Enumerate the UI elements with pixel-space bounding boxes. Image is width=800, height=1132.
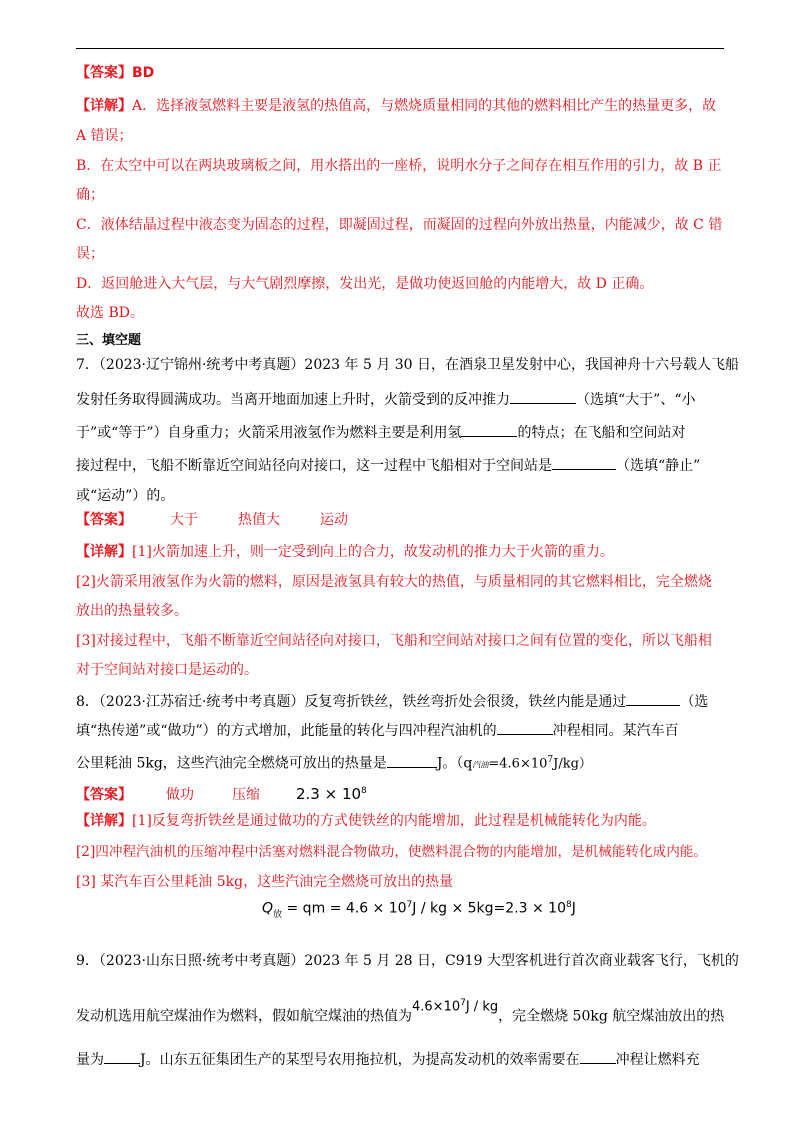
q8-detail-3: [3] 某汽车百公里耗油 5kg，这些汽油完全燃烧可放出的热量 (76, 874, 454, 890)
q8-line3 (76, 751, 592, 775)
q9-line3-tail: 冲程让燃料充 (615, 1052, 700, 1068)
q8-detail-1 (76, 812, 656, 830)
formula-exp-2: 8 (566, 900, 572, 910)
q8-line2 (76, 720, 679, 740)
q8-line2-tail: 冲程相同。某汽车百 (552, 723, 679, 739)
q8-line3-unit: J。（q (436, 755, 473, 772)
detail-text: [1]火箭加速上升，则一定受到向上的合力，故发动机的推力大于火箭的重力。 (132, 544, 614, 560)
detail-label: 【详解】 (76, 98, 132, 114)
q8-answer-2: 压缩 (232, 787, 260, 803)
q7-line3 (76, 422, 685, 442)
q8-line1-tail: （选 (680, 694, 709, 710)
answer-label: 【答案】 (76, 787, 132, 803)
q9-line2-tail: ，完全燃烧 50kg 航空煤油放出的热 (498, 1008, 725, 1025)
section-title: 三、填空题 (76, 333, 142, 348)
q7-line2-tail: （选填“大于”、“小 (576, 392, 696, 408)
q7-answer-2: 热值大 (238, 512, 280, 528)
q8-answer-line (76, 782, 367, 804)
q9-heat-value (412, 994, 498, 1016)
formula-mid: = qm = 4.6 × 10 (282, 900, 407, 917)
formula-exp-1: 7 (406, 900, 413, 910)
q8-q-subscript: 汽油 (472, 760, 489, 770)
q8-answer-3-base: 2.3 × 10 (296, 785, 362, 803)
answer-value: BD (132, 65, 155, 81)
q7-blank-2[interactable] (461, 422, 517, 437)
q7-line4-text: 接过程中，飞船不断靠近空间站径向对接口，这一过程中飞船相对于空间站是 (76, 458, 552, 474)
q8-heat-value: =4.6×10 (488, 756, 548, 772)
detail-label: 【详解】 (76, 544, 132, 560)
q8-heat-unit: J/kg） (553, 756, 592, 772)
q9-heat-exp: 7 (460, 998, 466, 1008)
q8-detail-2: [2]四冲程汽油机的压缩冲程中活塞对燃料混合物做功，使燃料混合物的内能增加，是机械能转化成内能。 (76, 844, 707, 860)
q7-detail-3-line2: 对于空间站对接口是运动的。 (76, 662, 258, 678)
prev-detail-d-line1: D．返回舱进入大气层，与大气剧烈摩擦，发出光，是做功使返回舱的内能增大，故 D 正确。 (76, 276, 654, 292)
q8-answer-1: 做功 (166, 787, 194, 803)
prev-detail-a-line1 (76, 97, 716, 115)
q7-line3-tail: 的特点；在飞船和空间站对 (517, 425, 686, 441)
q7-answer-1: 大于 (170, 512, 198, 528)
q9-line2 (76, 998, 725, 1026)
q9-line3 (76, 1049, 700, 1069)
prev-conclusion: 故选 BD。 (76, 305, 144, 321)
q7-line2 (76, 389, 695, 409)
answer-label: 【答案】 (76, 512, 132, 528)
q9-line3-mid: J。山东五征集团生产的某型号农用拖拉机，为提高发动机的效率需要在 (140, 1052, 580, 1068)
q8-blank-2[interactable] (497, 720, 553, 735)
q7-line4-tail: （选填“静止” (616, 458, 701, 474)
q8-blank-1[interactable] (626, 691, 680, 706)
q9-line1: 9．（2023·山东日照·统考中考真题）2023 年 5 月 28 日，C919 大型客机进行首次商业载客飞行，飞机的 (76, 953, 739, 969)
q7-answer-3: 运动 (320, 512, 348, 528)
q8-line1-text: 8．（2023·江苏宿迁·统考中考真题）反复弯折铁丝，铁丝弯折处会很烫，铁丝内能是通过 (76, 694, 627, 710)
q9-line2-text: 发动机选用航空煤油作为燃料，假如航空煤油的热值为 (76, 1008, 412, 1025)
header-rule (76, 48, 724, 49)
q7-blank-1[interactable] (510, 389, 576, 404)
formula-q: Q (262, 900, 274, 917)
formula-end: J (571, 900, 576, 917)
detail-label: 【详解】 (76, 813, 132, 829)
q8-answer-3-exp: 8 (361, 786, 367, 796)
q8-formula (262, 900, 576, 920)
q7-answer-line (76, 511, 388, 529)
q8-heat-exp: 7 (547, 755, 554, 765)
detail-text: A．选择液氢燃料主要是液氢的热值高，与燃烧质量相同的其他的燃料相比产生的热量更多，故 (132, 98, 717, 114)
q9-line3-text: 量为 (76, 1052, 104, 1068)
prev-detail-b-line1: B．在太空中可以在两块玻璃板之间，用水搭出的一座桥，说明水分子之间存在相互作用的引力，故 B 正 (76, 158, 722, 174)
q7-detail-1 (76, 543, 614, 561)
q7-line1: 7．（2023·辽宁锦州·统考中考真题）2023 年 5 月 30 日，在酒泉卫星发射中心，我国神舟十六号载人飞船 (76, 357, 740, 373)
prev-detail-c-line1: C．液体结晶过程中液态变为固态的过程，即凝固过程，而凝固的过程向外放出热量，内能减少，故 C 错 (76, 217, 723, 233)
q7-line4 (76, 455, 700, 475)
detail-text: [1]反复弯折铁丝是通过做功的方式使铁丝的内能增加，此过程是机械能转化为内能。 (132, 813, 656, 829)
q9-heat-base: 4.6×10 (412, 999, 461, 1015)
q7-detail-2-line1: [2]火箭采用液氢作为火箭的燃料，原因是液氢具有较大的热值，与质量相同的其它燃料相比，完全燃烧 (76, 574, 712, 590)
q8-line2-text: 填“热传递”或“做功”）的方式增加，此能量的转化与四冲程汽油机的 (76, 723, 497, 739)
q9-blank-2[interactable] (580, 1049, 616, 1064)
q7-blank-3[interactable] (552, 455, 616, 470)
q9-heat-unit: J / kg (465, 999, 499, 1015)
formula-subscript: 放 (273, 909, 283, 920)
q8-line1 (76, 691, 708, 711)
q8-blank-3[interactable] (387, 753, 437, 768)
q7-detail-2-line2: 放出的热量较多。 (76, 603, 188, 619)
q9-blank-1[interactable] (104, 1049, 140, 1064)
q8-line3-text: 公里耗油 5kg，这些汽油完全燃烧可放出的热量是 (76, 755, 387, 772)
answer-label: 【答案】 (76, 65, 132, 81)
q7-detail-3-line1: [3]对接过程中，飞船不断靠近空间站径向对接口，飞船和空间站对接口之间有位置的变化，所以飞船相 (76, 633, 712, 649)
prev-detail-c-line2: 误； (76, 246, 104, 262)
q7-line2-text: 发射任务取得圆满成功。当离开地面加速上升时，火箭受到的反冲推力 (76, 392, 510, 408)
q7-line5: 或“运动”）的。 (76, 488, 175, 504)
prev-detail-b-line2: 确； (76, 187, 104, 203)
prev-detail-a-line2: A 错误； (76, 128, 133, 144)
q8-answer-3 (296, 785, 367, 803)
q7-line3-text: 于”或“等于”）自身重力；火箭采用液氢作为燃料主要是利用氢 (76, 425, 462, 441)
formula-mid-2: J / kg × 5kg=2.3 × 10 (412, 900, 566, 917)
prev-answer-line (76, 64, 154, 82)
